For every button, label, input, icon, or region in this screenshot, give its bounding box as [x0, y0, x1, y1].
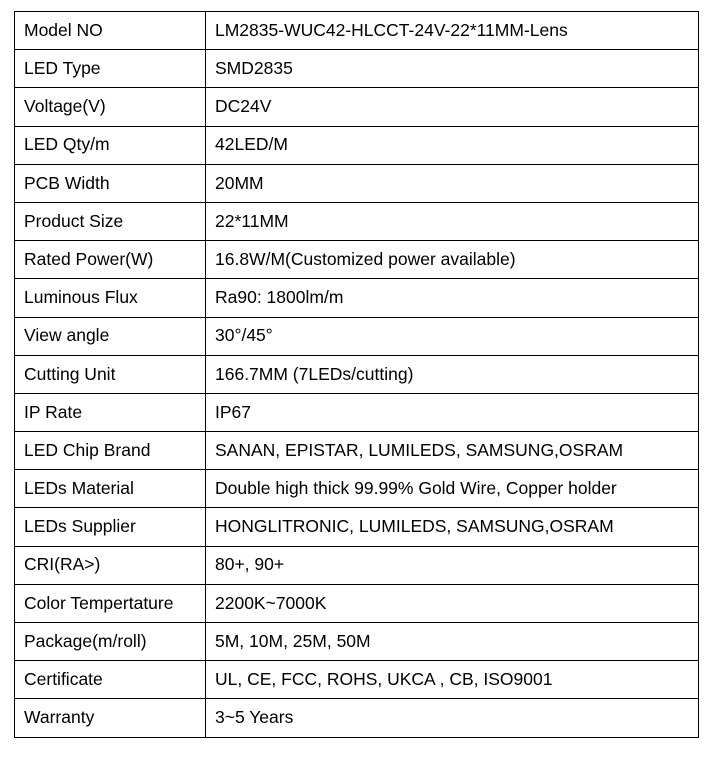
spec-label: Cutting Unit	[15, 355, 206, 393]
spec-value: Double high thick 99.99% Gold Wire, Copper holder	[206, 470, 699, 508]
spec-value: 20MM	[206, 164, 699, 202]
table-row	[15, 50, 699, 88]
spec-label: View angle	[15, 317, 206, 355]
spec-label: LED Type	[15, 50, 206, 88]
spec-value: 30°/45°	[206, 317, 699, 355]
spec-label: LED Qty/m	[15, 126, 206, 164]
spec-value: LM2835-WUC42-HLCCT-24V-22*11MM-Lens	[206, 12, 699, 50]
spec-label: IP Rate	[15, 393, 206, 431]
spec-label: Color Tempertature	[15, 584, 206, 622]
spec-label: CRI(RA>)	[15, 546, 206, 584]
spec-label: Rated Power(W)	[15, 241, 206, 279]
spec-label: PCB Width	[15, 164, 206, 202]
table-row	[15, 623, 699, 661]
spec-value: 5M, 10M, 25M, 50M	[206, 623, 699, 661]
table-row	[15, 241, 699, 279]
spec-value: 3~5 Years	[206, 699, 699, 737]
spec-value: UL, CE, FCC, ROHS, UKCA , CB, ISO9001	[206, 661, 699, 699]
spec-value: 80+, 90+	[206, 546, 699, 584]
table-row	[15, 470, 699, 508]
spec-label: Luminous Flux	[15, 279, 206, 317]
spec-label: LEDs Material	[15, 470, 206, 508]
spec-value: 166.7MM (7LEDs/cutting)	[206, 355, 699, 393]
table-row	[15, 202, 699, 240]
spec-table-body	[15, 12, 699, 738]
spec-label: Product Size	[15, 202, 206, 240]
table-row	[15, 584, 699, 622]
spec-table	[14, 11, 699, 738]
table-row	[15, 393, 699, 431]
table-row	[15, 508, 699, 546]
spec-label: Certificate	[15, 661, 206, 699]
table-row	[15, 126, 699, 164]
spec-value: IP67	[206, 393, 699, 431]
table-row	[15, 661, 699, 699]
spec-label: LED Chip Brand	[15, 432, 206, 470]
table-row	[15, 164, 699, 202]
table-row	[15, 699, 699, 737]
table-row	[15, 279, 699, 317]
table-row	[15, 355, 699, 393]
spec-value: SANAN, EPISTAR, LUMILEDS, SAMSUNG,OSRAM	[206, 432, 699, 470]
spec-value: SMD2835	[206, 50, 699, 88]
spec-label: Voltage(V)	[15, 88, 206, 126]
spec-value: 42LED/M	[206, 126, 699, 164]
spec-value: DC24V	[206, 88, 699, 126]
spec-value: 22*11MM	[206, 202, 699, 240]
table-row	[15, 12, 699, 50]
spec-value: 16.8W/M(Customized power available)	[206, 241, 699, 279]
spec-label: Warranty	[15, 699, 206, 737]
table-row	[15, 88, 699, 126]
spec-label: Model NO	[15, 12, 206, 50]
spec-value: Ra90: 1800lm/m	[206, 279, 699, 317]
spec-label: LEDs Supplier	[15, 508, 206, 546]
table-row	[15, 317, 699, 355]
table-row	[15, 546, 699, 584]
table-row	[15, 432, 699, 470]
spec-value: HONGLITRONIC, LUMILEDS, SAMSUNG,OSRAM	[206, 508, 699, 546]
spec-label: Package(m/roll)	[15, 623, 206, 661]
spec-value: 2200K~7000K	[206, 584, 699, 622]
